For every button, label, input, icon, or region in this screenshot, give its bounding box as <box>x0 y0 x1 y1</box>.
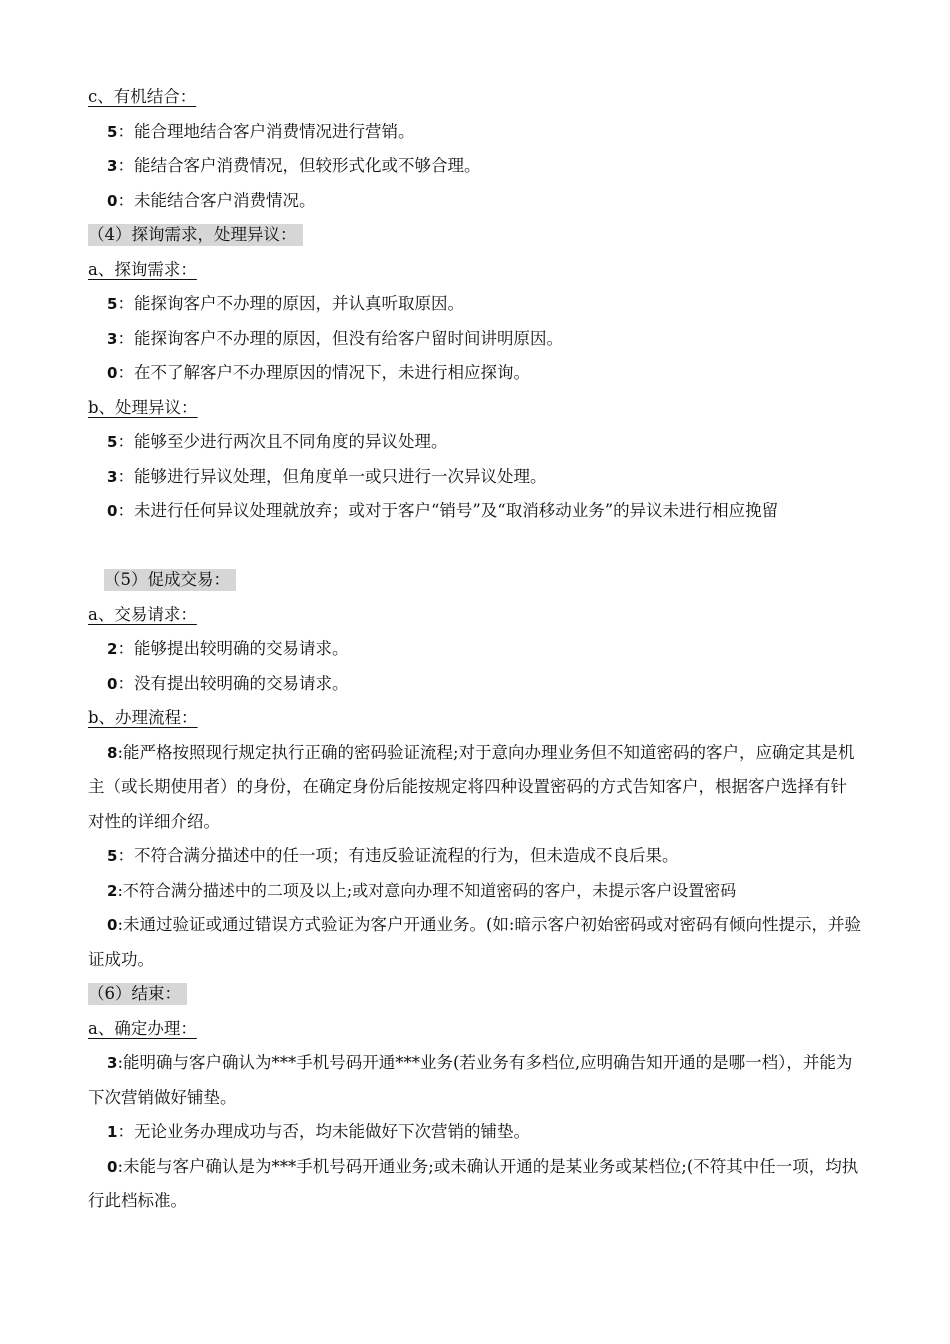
criterion-item: 3：能探询客户不办理的原因，但没有给客户留时间讲明原因。 <box>107 328 563 348</box>
criterion-item: 0:未能与客户确认是为***手机号码开通业务;或未确认开通的是某业务或某档位;(不符其中任一项，均执行此档标准。 <box>88 1156 859 1210</box>
criterion-item: 0：未进行任何异议处理就放弃；或对于客户“销号”及“取消移动业务”的异议未进行相应挽留 <box>107 501 779 520</box>
subheading-b: b、处理异议： <box>88 397 198 417</box>
subheading-a: a、交易请求： <box>88 604 197 624</box>
criterion-item: 0：在不了解客户不办理原因的情况下，未进行相应探询。 <box>107 363 530 382</box>
criterion-item: 0:未通过验证或通过错误方式验证为客户开通业务。(如:暗示客户初始密码或对密码有倾向性提示，并验证成功。 <box>88 915 861 969</box>
section-heading-5: （5）促成交易： <box>88 563 862 598</box>
subheading-b: b、办理流程： <box>88 708 198 727</box>
criterion-item: 0：没有提出较明确的交易请求。 <box>107 673 349 693</box>
criterion-item: 0：未能结合客户消费情况。 <box>107 190 316 210</box>
criterion-item: 1：无论业务办理成功与否，均未能做好下次营销的铺垫。 <box>107 1122 530 1141</box>
subheading-a: a、确定办理： <box>88 1018 197 1038</box>
criterion-item: 3：能够进行异议处理，但角度单一或只进行一次异议处理。 <box>107 466 547 486</box>
criterion-item: 5：不符合满分描述中的任一项；有违反验证流程的行为，但未造成不良后果。 <box>107 846 679 865</box>
criterion-item: 5：能合理地结合客户消费情况进行营销。 <box>107 121 415 141</box>
criterion-item: 2:不符合满分描述中的二项及以上;或对意向办理不知道密码的客户，未提示客户设置密码 <box>107 880 737 900</box>
criterion-item: 2：能够提出较明确的交易请求。 <box>107 639 349 658</box>
section-heading-6: （6）结束： <box>88 977 862 1012</box>
subheading-c: c、有机结合： <box>88 87 197 106</box>
criterion-item: 8:能严格按照现行规定执行正确的密码验证流程;对于意向办理业务但不知道密码的客户，应确定其是机主（或长期使用者）的身份，在确定身份后能按规定将四种设置密码的方式告知客户，根据客户选择有针对性的详细介绍。 <box>88 742 855 831</box>
criterion-item: 5：能探询客户不办理的原因，并认真听取原因。 <box>107 294 464 313</box>
criterion-item: 3:能明确与客户确认为***手机号码开通***业务(若业务有多档位,应明确告知开通的是哪一档），并能为下次营销做好铺垫。 <box>88 1053 853 1107</box>
criterion-item: 3：能结合客户消费情况，但较形式化或不够合理。 <box>107 156 481 175</box>
section-heading-4: （4）探询需求，处理异议： <box>88 218 862 253</box>
criterion-item: 5：能够至少进行两次且不同角度的异议处理。 <box>107 432 448 451</box>
subheading-a: a、探询需求： <box>88 259 197 279</box>
